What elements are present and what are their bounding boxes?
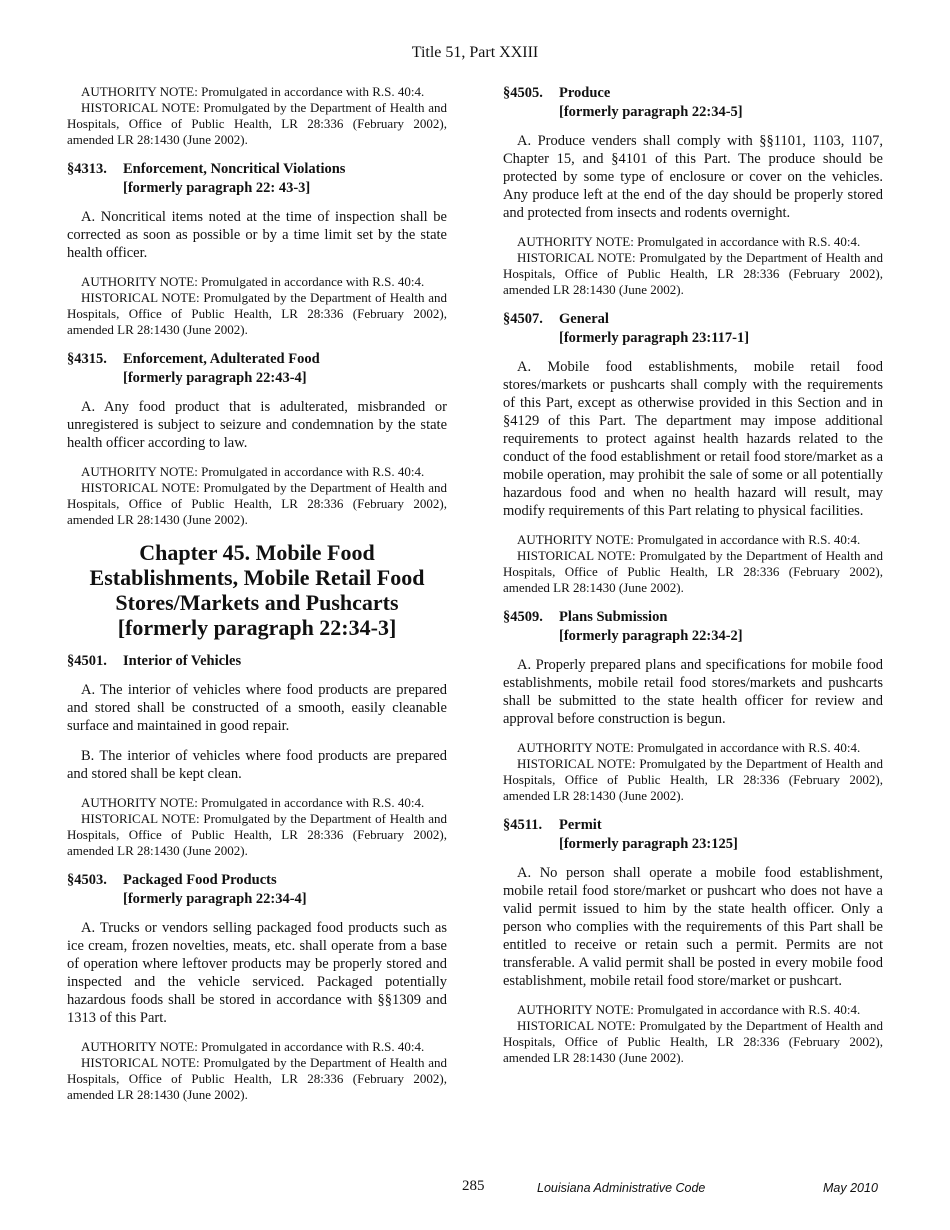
paragraph-4507-a: A. Mobile food establishments, mobile retail food stores/markets or pushcarts shall comply with the requirements of this Part, except as otherwise provided in this Section and in §4129 of this Part. The department may impose additional requirements to protect against health hazards related to the conduct of the food establishment or retail food store/market as a mobile operation, may prohibit the sale of some or all potentially hazardous food and when no health hazard will result, may modify requirements of this Part relating to physical facilities. (503, 359, 883, 519)
section-number: §4313. (67, 161, 107, 177)
section-title: Permit (559, 817, 602, 833)
notes-4315 (67, 464, 447, 528)
section-heading-4505 (503, 84, 883, 122)
chapter-title-line: Establishments, Mobile Retail Food (89, 565, 425, 590)
authority-note: AUTHORITY NOTE: Promulgated in accordance with R.S. 40:4. (517, 1002, 861, 1017)
paragraph-4505-a: A. Produce venders shall comply with §§1101, 1103, 1107, Chapter 15, and §4101 of this Part. The produce should be protected by some type of enclosure or cover on the vehicles. Any produce left at the end of the day should be properly stored and protected from insects and rodents overnight. (503, 133, 883, 221)
authority-note: AUTHORITY NOTE: Promulgated in accordance with R.S. 40:4. (81, 464, 425, 479)
section-title: General (559, 311, 609, 327)
notes-4507 (503, 532, 883, 596)
paragraph-4511-a: A. No person shall operate a mobile food establishment, mobile retail food store/market or pushcart who does not have a valid permit issued to him by the state health officer. Only a person who complies with the requirements of this Part shall be entitled to receive or retain such a permit. Permits are not transferable. A valid permit shall be posted in every mobile food establishment, mobile retail food store/market or pushcart. (503, 865, 883, 989)
notes-4311 (67, 84, 447, 148)
notes-4501 (67, 795, 447, 859)
publication-title: Louisiana Administrative Code (537, 1181, 706, 1195)
section-formerly: [formerly paragraph 23:117-1] (559, 330, 750, 346)
page-header: Title 51, Part XXIII (411, 44, 539, 61)
paragraph-4313-a: A. Noncritical items noted at the time of inspection shall be corrected as soon as possible or by a time limit set by the state health officer. (67, 209, 447, 261)
section-formerly: [formerly paragraph 22:43-4] (123, 370, 307, 386)
paragraph-4503-a: A. Trucks or vendors selling packaged food products such as ice cream, frozen novelties, meats, etc. shall operate from a base of operation where leftover products may be properly stored and inspected and the vehicle serviced. Packaged potentially hazardous foods shall be stored in accordance with §§1309 and 1313 of this Part. (67, 920, 447, 1026)
notes-4503 (67, 1039, 447, 1103)
section-number: §4507. (503, 311, 543, 327)
authority-note: AUTHORITY NOTE: Promulgated in accordance with R.S. 40:4. (81, 1039, 425, 1054)
section-title: Enforcement, Adulterated Food (123, 351, 320, 367)
section-heading-4507 (503, 310, 883, 348)
notes-4509 (503, 740, 883, 804)
notes-4511 (503, 1002, 883, 1066)
left-column (67, 84, 447, 1115)
historical-note: HISTORICAL NOTE: Promulgated by the Department of Health and Hospitals, Office of Public Health, LR 28:336 (February 2002), amended LR 28:1430 (June 2002). (503, 250, 883, 297)
section-heading-4511 (503, 816, 883, 854)
page-number: 285 (462, 1178, 485, 1194)
historical-note: HISTORICAL NOTE: Promulgated by the Department of Health and Hospitals, Office of Public Health, LR 28:336 (February 2002), amended LR 28:1430 (June 2002). (503, 756, 883, 803)
paragraph-4315-a: A. Any food product that is adulterated, misbranded or unregistered is subject to seizure and condemnation by the state health officer according to law. (67, 399, 447, 451)
historical-note: HISTORICAL NOTE: Promulgated by the Department of Health and Hospitals, Office of Public Health, LR 28:336 (February 2002), amended LR 28:1430 (June 2002). (67, 480, 447, 527)
authority-note: AUTHORITY NOTE: Promulgated in accordance with R.S. 40:4. (517, 740, 861, 755)
chapter-title-line: Stores/Markets and Pushcarts (115, 590, 399, 615)
right-column (503, 84, 883, 1078)
section-number: §4315. (67, 351, 107, 367)
section-heading-4503 (67, 871, 447, 909)
section-number: §4505. (503, 85, 543, 101)
section-title: Plans Submission (559, 609, 668, 625)
authority-note: AUTHORITY NOTE: Promulgated in accordance with R.S. 40:4. (81, 795, 425, 810)
section-number: §4501. (67, 653, 107, 669)
section-formerly: [formerly paragraph 22:34-4] (123, 891, 307, 907)
section-formerly: [formerly paragraph 22:34-5] (559, 104, 743, 120)
authority-note: AUTHORITY NOTE: Promulgated in accordance with R.S. 40:4. (517, 532, 861, 547)
notes-4313 (67, 274, 447, 338)
section-heading-4313 (67, 160, 447, 198)
authority-note: AUTHORITY NOTE: Promulgated in accordance with R.S. 40:4. (517, 234, 861, 249)
section-title: Enforcement, Noncritical Violations (123, 161, 346, 177)
chapter-title (67, 540, 447, 640)
section-number: §4511. (503, 817, 543, 833)
chapter-title-line: Chapter 45. Mobile Food (139, 540, 375, 565)
notes-4505 (503, 234, 883, 298)
section-title: Interior of Vehicles (123, 653, 242, 669)
paragraph-4501-a: A. The interior of vehicles where food products are prepared and stored shall be constructed of a smooth, easily cleanable surface and maintained in good repair. (67, 682, 447, 734)
section-formerly: [formerly paragraph 22: 43-3] (123, 180, 311, 196)
section-heading-4509 (503, 608, 883, 646)
section-heading-4501 (67, 652, 447, 671)
section-formerly: [formerly paragraph 23:125] (559, 836, 738, 852)
publication-date: May 2010 (823, 1181, 878, 1195)
authority-note: AUTHORITY NOTE: Promulgated in accordance with R.S. 40:4. (81, 274, 425, 289)
section-number: §4509. (503, 609, 543, 625)
historical-note: HISTORICAL NOTE: Promulgated by the Department of Health and Hospitals, Office of Public Health, LR 28:336 (February 2002), amended LR 28:1430 (June 2002). (67, 100, 447, 147)
chapter-title-line: [formerly paragraph 22:34-3] (117, 615, 397, 640)
historical-note: HISTORICAL NOTE: Promulgated by the Department of Health and Hospitals, Office of Public Health, LR 28:336 (February 2002), amended LR 28:1430 (June 2002). (67, 290, 447, 337)
historical-note: HISTORICAL NOTE: Promulgated by the Department of Health and Hospitals, Office of Public Health, LR 28:336 (February 2002), amended LR 28:1430 (June 2002). (67, 811, 447, 858)
section-title: Produce (559, 85, 611, 101)
paragraph-4501-b: B. The interior of vehicles where food products are prepared and stored shall be kept clean. (67, 748, 447, 782)
paragraph-4509-a: A. Properly prepared plans and specifications for mobile food establishments, mobile retail food stores/markets and pushcarts shall be submitted to the state health officer for review and approval before construction is begun. (503, 657, 883, 727)
historical-note: HISTORICAL NOTE: Promulgated by the Department of Health and Hospitals, Office of Public Health, LR 28:336 (February 2002), amended LR 28:1430 (June 2002). (503, 548, 883, 595)
section-heading-4315 (67, 350, 447, 388)
section-formerly: [formerly paragraph 22:34-2] (559, 628, 743, 644)
historical-note: HISTORICAL NOTE: Promulgated by the Department of Health and Hospitals, Office of Public Health, LR 28:336 (February 2002), amended LR 28:1430 (June 2002). (503, 1018, 883, 1065)
historical-note: HISTORICAL NOTE: Promulgated by the Department of Health and Hospitals, Office of Public Health, LR 28:336 (February 2002), amended LR 28:1430 (June 2002). (67, 1055, 447, 1102)
section-title: Packaged Food Products (123, 872, 277, 888)
section-number: §4503. (67, 872, 107, 888)
authority-note: AUTHORITY NOTE: Promulgated in accordance with R.S. 40:4. (81, 84, 425, 99)
